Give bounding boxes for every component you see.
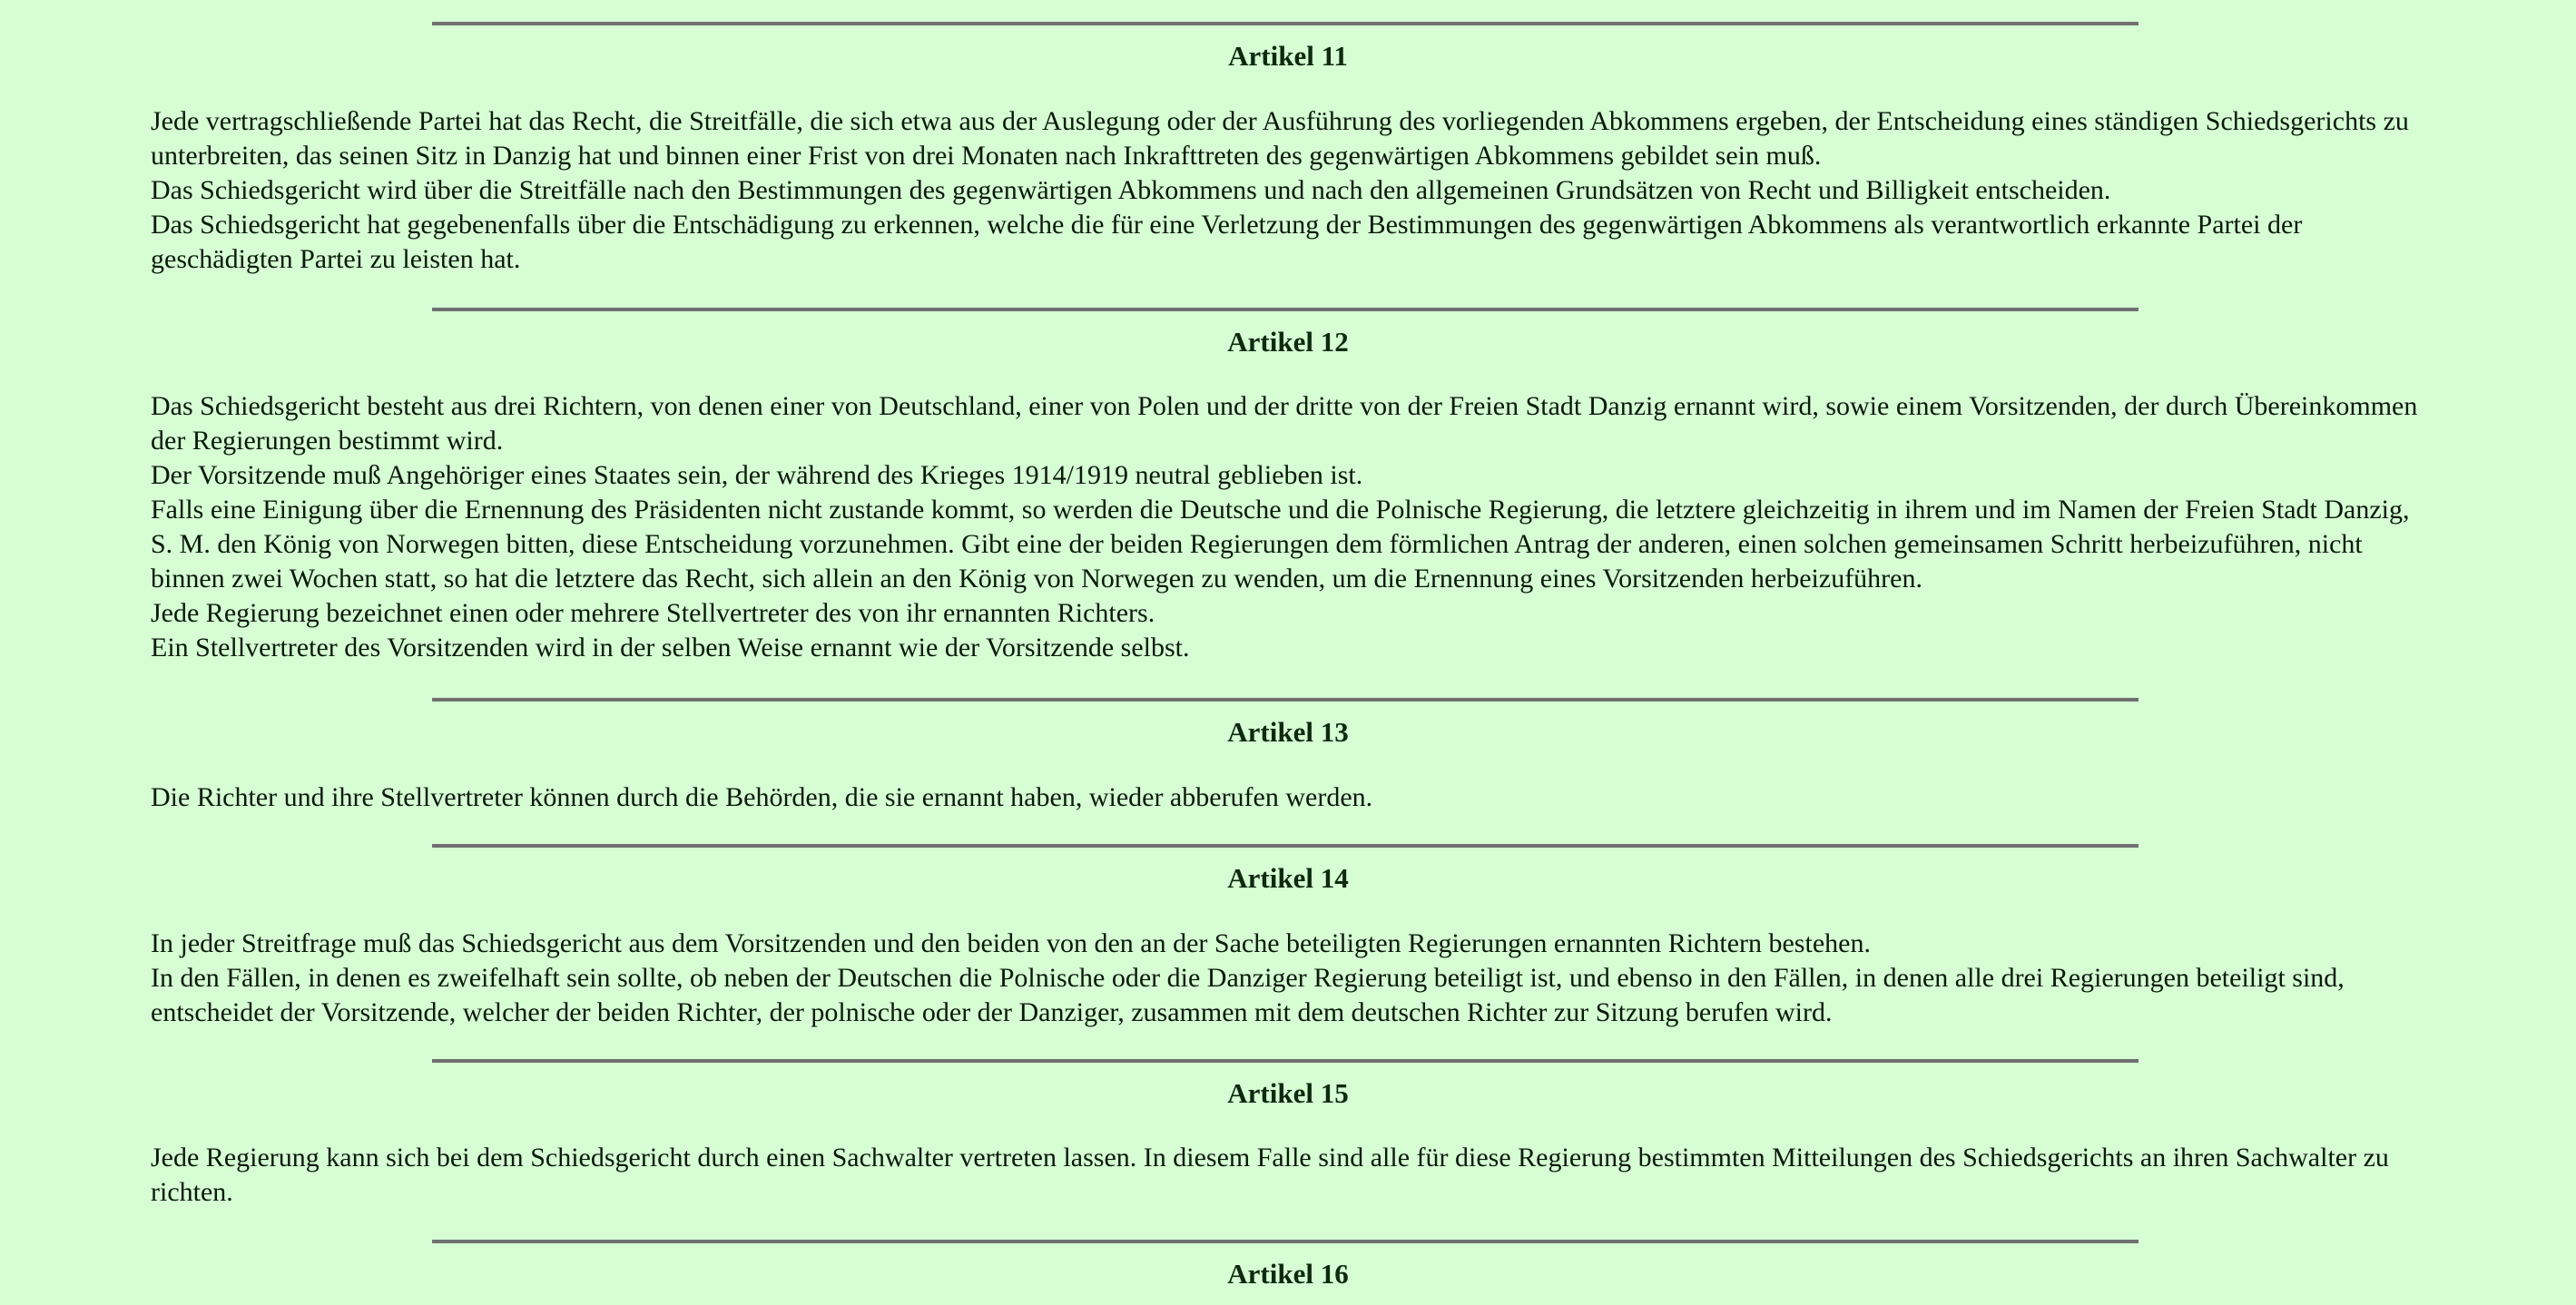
article-12-body bbox=[151, 389, 2429, 665]
article-12-paragraph-5: Ein Stellvertreter des Vorsitzenden wird in der selben Weise ernannt wie der Vorsitzende selbst. bbox=[151, 633, 1190, 662]
article-12-paragraph-3: Falls eine Einigung über die Ernennung des Präsidenten nicht zustande kommt, so werden die Deutsche und die Polnische Regierung, die letztere gleichzeitig in ihrem und im Namen der Freien Stadt Danzig, S. M. den König von Norwegen bitten, diese Entscheidung vorzunehmen. Gibt eine der beiden Regierungen dem förmlichen Antrag der anderen, einen solchen gemeinsamen Schritt herbeizuführen, nicht binnen zwei Wochen statt, so hat die letztere das Recht, sich allein an den König von Norwegen zu wenden, um die Ernennung eines Vorsitzenden herbeizuführen. bbox=[151, 495, 2410, 594]
article-13-body bbox=[151, 780, 2429, 815]
article-16-heading: Artikel 16 bbox=[1227, 1258, 1349, 1290]
section-divider bbox=[432, 844, 2138, 848]
section-divider bbox=[432, 308, 2138, 311]
article-12-paragraph-1: Das Schiedsgericht besteht aus drei Richtern, von denen einer von Deutschland, einer von Polen und der dritte von der Freien Stadt Danzig ernannt wird, sowie einem Vorsitzenden, der durch Übereinkommen der Regierungen bestimmt wird. bbox=[151, 391, 2418, 456]
article-13-heading: Artikel 13 bbox=[1227, 716, 1349, 748]
section-divider bbox=[432, 1059, 2138, 1063]
section-divider bbox=[432, 1240, 2138, 1243]
article-14-paragraph-2: In den Fällen, in denen es zweifelhaft sein sollte, ob neben der Deutschen die Polnische oder die Danziger Regierung beteiligt ist, und ebenso in den Fällen, in denen alle drei Regierungen beteiligt sind, entscheidet der Vorsitzende, welcher der beiden Richter, der polnische oder der Danziger, zusammen mit dem deutschen Richter zur Sitzung berufen wird. bbox=[151, 963, 2345, 1027]
article-11-paragraph-2: Das Schiedsgericht wird über die Streitfälle nach den Bestimmungen des gegenwärtigen Abkommens und nach den allgemeinen Grundsätzen von Recht und Billigkeit entscheiden. bbox=[151, 175, 2111, 205]
article-15-heading: Artikel 15 bbox=[1227, 1077, 1349, 1109]
section-divider bbox=[432, 698, 2138, 702]
article-13-paragraph-1: Die Richter und ihre Stellvertreter können durch die Behörden, die sie ernannt haben, wieder abberufen werden. bbox=[151, 782, 1373, 812]
article-14-body bbox=[151, 927, 2429, 1030]
article-11-heading: Artikel 11 bbox=[1228, 40, 1348, 72]
article-11-paragraph-1: Jede vertragschließende Partei hat das Recht, die Streitfälle, die sich etwa aus der Auslegung oder der Ausführung des vorliegenden Abkommens ergeben, der Entscheidung eines ständigen Schiedsgerichts zu unterbreiten, das seinen Sitz in Danzig hat und binnen einer Frist von drei Monaten nach Inkrafttreten des gegenwärtigen Abkommens gebildet sein muß. bbox=[151, 106, 2409, 171]
article-15-paragraph-1: Jede Regierung kann sich bei dem Schiedsgericht durch einen Sachwalter vertreten lassen. In diesem Falle sind alle für diese Regierung bestimmten Mitteilungen des Schiedsgerichts an ihren Sachwalter zu richten. bbox=[151, 1143, 2389, 1207]
article-14-paragraph-1: In jeder Streitfrage muß das Schiedsgericht aus dem Vorsitzenden und den beiden von den an der Sache beteiligten Regierungen ernannten Richtern bestehen. bbox=[151, 928, 1871, 958]
article-11-paragraph-3: Das Schiedsgericht hat gegebenenfalls über die Entschädigung zu erkennen, welche die für eine Verletzung der Bestimmungen des gegenwärtigen Abkommens als verantwortlich erkannte Partei der geschädigten Partei zu leisten hat. bbox=[151, 210, 2303, 274]
section-divider bbox=[432, 22, 2138, 25]
article-15-body bbox=[151, 1141, 2429, 1210]
article-11-body bbox=[151, 104, 2429, 277]
article-12-paragraph-4: Jede Regierung bezeichnet einen oder mehrere Stellvertreter des von ihr ernannten Richters. bbox=[151, 598, 1155, 628]
article-14-heading: Artikel 14 bbox=[1227, 862, 1349, 894]
article-12-heading: Artikel 12 bbox=[1227, 326, 1349, 358]
article-12-paragraph-2: Der Vorsitzende muß Angehöriger eines Staates sein, der während des Krieges 1914/1919 neutral geblieben ist. bbox=[151, 460, 1363, 490]
